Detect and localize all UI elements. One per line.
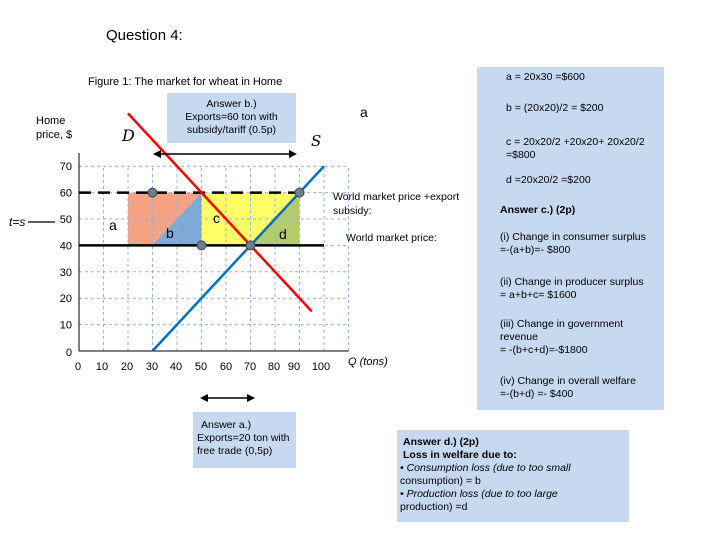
y-tick-label: 70 (59, 161, 72, 174)
demand-label: D (122, 126, 135, 145)
intersection-point (148, 188, 157, 197)
answer-d-line3: consumption) = b (400, 475, 481, 487)
x-tick-label: 10 (95, 361, 109, 373)
ii-line1: (ii) Change in producer surplus (500, 276, 644, 288)
i-line2: =-(a+b)=- $800 (500, 244, 571, 256)
intersection-point (197, 241, 206, 250)
answer-d-line2: • Consumption loss (due to too small (400, 462, 571, 474)
x-axis-title: Q (tons) (348, 356, 388, 368)
y-tick-label: 40 (59, 240, 72, 253)
iv-line1: (iv) Change in overall welfare (500, 375, 636, 387)
arrow-head-right (289, 150, 297, 158)
big-a-label: a (360, 104, 368, 120)
arrow-head-left-2 (200, 394, 208, 402)
answer-b-line1: Exports=60 ton with (185, 111, 278, 123)
y-axis-label-line1: Home (36, 115, 66, 127)
figure-title: Figure 1: The market for wheat in Home (88, 76, 283, 88)
iii-line1: (iii) Change in government (500, 318, 624, 330)
arrow-head-left (153, 150, 161, 158)
region-label-c: c (213, 210, 220, 226)
y-tick-label: 0 (65, 347, 72, 359)
x-tick-label: 90 (287, 361, 301, 373)
x-tick-label: 50 (194, 361, 208, 373)
y-tick-label: 10 (59, 319, 72, 332)
world-price-subsidy-label-2: subsidy: (333, 205, 372, 217)
arrow-head-right-2 (247, 394, 255, 402)
y-tick-label: 20 (59, 293, 72, 306)
answer-a-title: Answer a.) (201, 419, 252, 431)
answer-c-title: Answer c.) (2p) (500, 204, 576, 216)
answer-b-title: Answer b.) (206, 98, 257, 110)
intersection-point (246, 241, 255, 250)
ii-line2: = a+b+c= $1600 (500, 289, 577, 301)
answer-b-line2: subsidy/tariff (0.5p) (186, 124, 277, 136)
x-tick-label: 30 (145, 361, 159, 373)
c-calc-line1: c = 20x20/2 +20x20+ 20x20/2 (506, 136, 645, 148)
world-price-subsidy-label: World market price +export (333, 191, 460, 203)
intersection-point (295, 188, 304, 197)
answer-d-line4: • Production loss (due to too large (400, 488, 558, 500)
t-s-label: t=s (9, 215, 26, 229)
i-line1: (i) Change in consumer surplus (500, 231, 646, 243)
supply-label: S (311, 132, 322, 150)
region-label-d: d (279, 226, 287, 242)
c-calc-line2: =$800 (506, 149, 536, 161)
x-tick-label: 100 (311, 361, 331, 373)
x-tick-label: 60 (219, 361, 233, 373)
x-tick-label: 40 (169, 361, 183, 373)
y-tick-label: 30 (59, 266, 72, 279)
answer-a-line2: free trade (0,5p) (197, 445, 273, 457)
iii-line2: revenue (500, 331, 538, 343)
answer-a-line1: Exports=20 ton with (197, 432, 290, 444)
x-tick-label: 0 (74, 361, 82, 373)
answer-d-title: Answer d.) (2p) (403, 436, 479, 448)
x-tick-label: 80 (267, 361, 281, 373)
y-axis-label-line2: price, $ (36, 129, 73, 141)
a-calc: a = 20x30 =$600 (506, 71, 585, 83)
region-label-a: a (109, 217, 117, 233)
y-tick-label: 60 (59, 187, 72, 200)
b-calc: b = (20x20)/2 = $200 (506, 102, 604, 114)
iii-line3: = -(b+c+d)=-$1800 (500, 344, 588, 356)
x-tick-label: 70 (243, 361, 257, 373)
x-tick-label: 20 (120, 361, 134, 373)
iv-line2: =-(b+d) =- $400 (500, 388, 574, 400)
y-tick-label: 50 (59, 214, 72, 226)
answer-d-line5: production) =d (400, 501, 468, 513)
answer-d-line1: Loss in welfare due to: (403, 449, 517, 461)
region-label-b: b (166, 225, 174, 241)
d-calc: d =20x20/2 =$200 (506, 174, 591, 186)
world-price-label: World market price: (346, 232, 437, 244)
question-title: Question 4: (106, 27, 183, 44)
